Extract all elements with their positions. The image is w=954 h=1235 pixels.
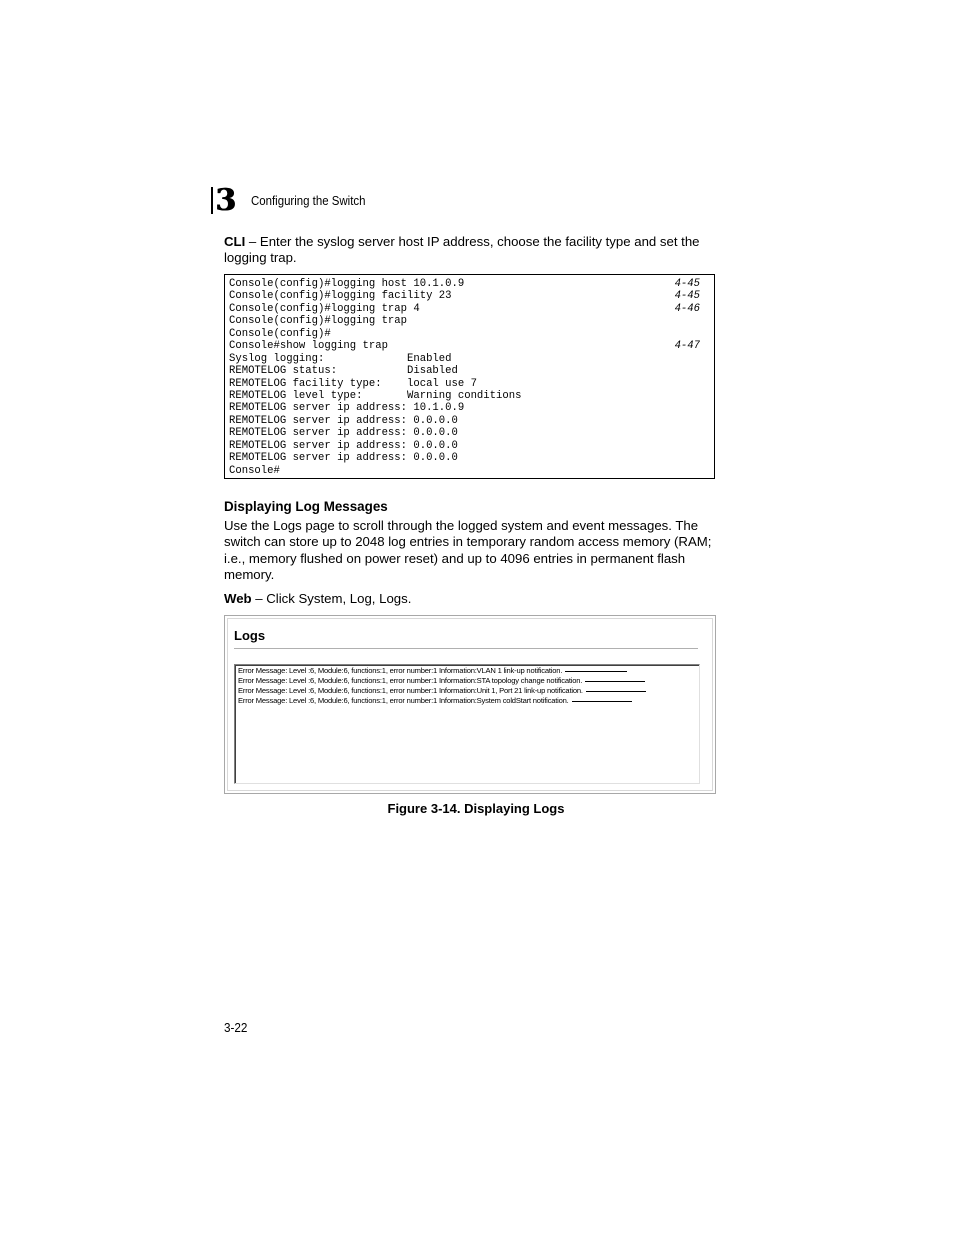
cli-line (229, 290, 700, 302)
cli-line-text: Console(config)#logging facility 23 (229, 290, 452, 303)
figure-caption-text: Figure 3-14. Displaying Logs (387, 801, 565, 816)
cli-line-text: REMOTELOG server ip address: 0.0.0.0 (229, 439, 458, 452)
log-entry-text: Error Message: Level :6, Module:6, functions:1, error number:1 Information:System coldStart notification. (238, 696, 569, 705)
cli-line-page-ref: 4-46 (674, 302, 700, 315)
web-intro-text: – Click System, Log, Logs. (251, 591, 412, 606)
cli-intro-paragraph (224, 234, 719, 267)
cli-line-text: REMOTELOG level type: Warning conditions (229, 389, 522, 402)
cli-line (229, 353, 700, 365)
cli-line (229, 415, 700, 427)
cli-code-box (224, 274, 715, 479)
log-entry (238, 676, 645, 685)
cli-line (229, 315, 700, 327)
cli-line-text: REMOTELOG server ip address: 0.0.0.0 (229, 427, 458, 440)
cli-line-text: Console#show logging trap (229, 340, 388, 353)
cli-line (229, 365, 700, 377)
log-messages-area[interactable] (234, 664, 700, 784)
cli-line-text: REMOTELOG server ip address: 10.1.0.9 (229, 402, 465, 415)
cli-line-text: REMOTELOG server ip address: 0.0.0.0 (229, 452, 458, 465)
web-label: Web (224, 591, 252, 606)
log-entry-underline (586, 691, 646, 692)
log-entry-underline (585, 681, 645, 682)
cli-line-text: Console(config)#logging trap (229, 315, 408, 328)
log-entry-underline (565, 671, 627, 672)
cli-line (229, 465, 700, 477)
cli-line (229, 440, 700, 452)
section-body: Use the Logs page to scroll through the logged system and event messages. The switch can store up to 2048 log entries in temporary random access memory (RAM; i.e., memory flushed on power reset) and up to 4096 entries in permanent flash memory. (224, 518, 712, 583)
cli-line-text: Console(config)#logging trap 4 (229, 302, 420, 315)
cli-line-text: Syslog logging: Enabled (229, 352, 452, 365)
cli-line-text: REMOTELOG facility type: local use 7 (229, 377, 477, 390)
logs-title-divider (234, 648, 698, 649)
cli-line-page-ref: 4-45 (674, 278, 700, 290)
cli-label: CLI (224, 234, 246, 249)
cli-line (229, 378, 700, 390)
logs-panel-inner (227, 618, 713, 791)
cli-line (229, 340, 700, 352)
web-intro-paragraph (224, 591, 719, 607)
page-number: 3-22 (224, 1020, 248, 1035)
log-entry (238, 686, 646, 695)
cli-line-text: REMOTELOG server ip address: 0.0.0.0 (229, 414, 458, 427)
log-entry-underline (572, 701, 632, 702)
log-entry (238, 696, 632, 705)
chapter-title: Configuring the Switch (251, 193, 366, 208)
cli-line-text: Console# (229, 464, 280, 477)
cli-line-text: REMOTELOG status: Disabled (229, 365, 458, 378)
cli-line-text: Console(config)#logging host 10.1.0.9 (229, 278, 465, 290)
logs-panel (224, 615, 716, 794)
cli-line (229, 452, 700, 464)
log-entry-text: Error Message: Level :6, Module:6, functions:1, error number:1 Information:VLAN 1 link-up notification. (238, 666, 563, 675)
cli-intro-text: – Enter the syslog server host IP address, choose the facility type and set the logging trap. (224, 234, 700, 266)
log-entry (238, 666, 627, 675)
cli-line (229, 303, 700, 315)
cli-line-text: Console(config)# (229, 327, 331, 340)
cli-line (229, 402, 700, 414)
cli-line (229, 390, 700, 402)
cli-line-page-ref: 4-47 (674, 340, 700, 353)
chapter-number: 3 (215, 183, 235, 218)
chapter-marker-bar (211, 187, 213, 214)
cli-line (229, 328, 700, 340)
cli-code-lines (229, 278, 700, 477)
cli-line (229, 278, 700, 290)
log-entry-text: Error Message: Level :6, Module:6, functions:1, error number:1 Information:STA topology change notification. (238, 676, 583, 685)
cli-line (229, 427, 700, 439)
logs-title: Logs (234, 628, 266, 643)
log-entry-text: Error Message: Level :6, Module:6, functions:1, error number:1 Information:Unit 1, Port 21 link-up notification. (238, 686, 583, 695)
cli-line-page-ref: 4-45 (674, 290, 700, 303)
section-heading: Displaying Log Messages (224, 499, 388, 514)
figure-caption (0, 801, 954, 816)
